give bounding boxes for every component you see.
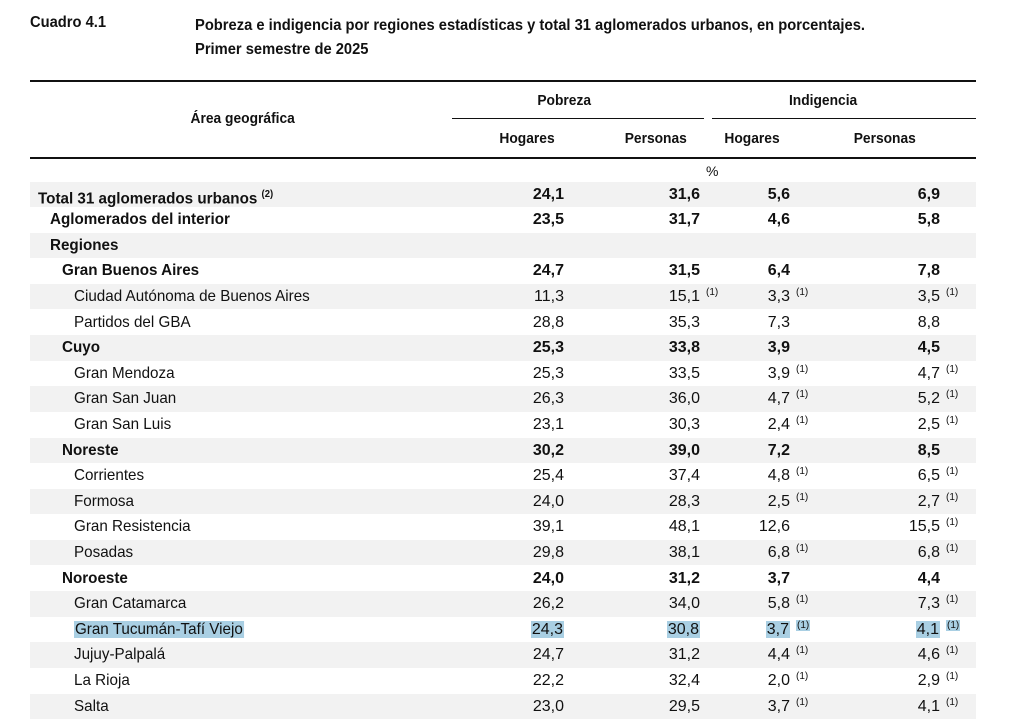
cell-indigencia-personas: 6,9 xyxy=(917,185,940,203)
row-label: Cuyo xyxy=(62,339,100,357)
cell-indigencia-hogares: 5,6 xyxy=(767,185,790,203)
header-area: Área geográfica xyxy=(190,110,295,127)
cell-indigencia-hogares: 3,7 xyxy=(766,620,789,638)
row-label: Noreste xyxy=(62,441,119,459)
table-row xyxy=(30,361,976,387)
table-row xyxy=(30,540,976,566)
title-line-2: Primer semestre de 2025 xyxy=(195,41,369,58)
cell-pobreza-personas: 38,1 xyxy=(668,543,700,561)
cell-pobreza-personas: 36,0 xyxy=(668,390,700,408)
row-label: Gran San Luis xyxy=(74,415,172,433)
footnote-marker: (1) xyxy=(946,542,959,554)
header-pobreza: Pobreza xyxy=(537,92,592,109)
cell-pobreza-hogares: 23,1 xyxy=(532,415,564,433)
cell-indigencia-hogares: 4,8 xyxy=(767,467,790,485)
cell-indigencia-personas: 2,5 xyxy=(917,415,940,433)
footnote-marker: (1) xyxy=(946,491,959,503)
table-row xyxy=(30,335,976,361)
row-label: Gran San Juan xyxy=(74,390,177,408)
row-label: Formosa xyxy=(74,492,134,510)
cell-indigencia-hogares: 7,2 xyxy=(767,441,790,459)
table-row xyxy=(30,207,976,233)
cell-pobreza-personas: 33,5 xyxy=(668,364,700,382)
row-label: Noroeste xyxy=(62,569,128,587)
table-row xyxy=(30,642,976,668)
cell-pobreza-personas: 31,5 xyxy=(668,262,700,280)
cell-pobreza-hogares: 26,3 xyxy=(532,390,564,408)
table-row xyxy=(30,438,976,464)
cell-indigencia-personas xyxy=(880,233,940,259)
cell-indigencia-hogares: 3,7 xyxy=(767,697,790,715)
cell-indigencia-personas: 6,5 xyxy=(917,467,940,485)
row-label: Gran Catamarca xyxy=(74,595,187,613)
cell-pobreza-personas: 15,1 xyxy=(668,287,700,305)
cell-indigencia-hogares xyxy=(730,233,790,259)
cell-indigencia-hogares: 3,3 xyxy=(767,287,790,305)
cell-pobreza-hogares: 29,8 xyxy=(532,543,564,561)
footnote-marker: (1) xyxy=(946,389,959,401)
cell-indigencia-hogares: 4,7 xyxy=(767,390,790,408)
table-row xyxy=(30,617,976,643)
footnote-marker: (1) xyxy=(946,517,959,529)
cell-indigencia-personas: 15,5 xyxy=(908,518,940,536)
cell-pobreza-personas: 37,4 xyxy=(668,467,700,485)
cell-pobreza-personas: 31,6 xyxy=(668,185,700,203)
cell-pobreza-personas: 31,2 xyxy=(668,646,700,664)
table-row xyxy=(30,668,976,694)
cell-pobreza-personas: 29,5 xyxy=(668,697,700,715)
table-row xyxy=(30,412,976,438)
cell-indigencia-personas: 7,8 xyxy=(917,262,940,280)
footnote-marker: (1) xyxy=(946,286,959,298)
cell-pobreza-hogares: 11,3 xyxy=(534,287,564,305)
cell-pobreza-hogares: 25,3 xyxy=(532,339,564,357)
cell-pobreza-hogares: 24,7 xyxy=(532,646,564,664)
footnote-marker: (1) xyxy=(796,286,809,298)
header-pobreza-hogares: Hogares xyxy=(499,130,555,147)
row-label: Partidos del GBA xyxy=(74,313,191,331)
row-label: Ciudad Autónoma de Buenos Aires xyxy=(74,287,310,305)
cell-indigencia-personas: 4,6 xyxy=(917,646,940,664)
header-rule xyxy=(30,157,976,159)
cell-indigencia-hogares: 5,8 xyxy=(767,595,790,613)
cell-indigencia-hogares: 3,9 xyxy=(767,364,790,382)
table-row xyxy=(30,284,976,310)
footnote-marker: (1) xyxy=(796,363,809,375)
table-row xyxy=(30,694,976,720)
row-label: Gran Tucumán-Tafí Viejo xyxy=(74,620,243,638)
cell-indigencia-personas: 3,5 xyxy=(917,287,940,305)
cell-indigencia-hogares: 3,7 xyxy=(767,569,790,587)
footnote-marker: (1) xyxy=(796,466,809,478)
footnote-marker: (1) xyxy=(946,670,959,682)
cell-indigencia-personas: 6,8 xyxy=(917,543,940,561)
pobreza-rule xyxy=(452,118,704,119)
cell-indigencia-personas: 2,7 xyxy=(917,492,940,510)
cell-pobreza-personas: 32,4 xyxy=(668,671,700,689)
row-label: Salta xyxy=(74,697,109,715)
cell-indigencia-hogares: 7,3 xyxy=(767,313,790,331)
cell-pobreza-personas: 35,3 xyxy=(668,313,700,331)
cell-pobreza-hogares: 23,0 xyxy=(532,697,564,715)
cell-pobreza-hogares: 22,2 xyxy=(532,671,564,689)
top-rule xyxy=(30,80,976,82)
footnote-marker: (1) xyxy=(797,619,810,631)
table-row xyxy=(30,233,976,259)
cell-pobreza-personas: 30,8 xyxy=(667,620,699,638)
row-label: Posadas xyxy=(74,543,134,561)
cell-pobreza-personas: 31,7 xyxy=(668,211,700,229)
cell-pobreza-personas xyxy=(620,233,700,259)
cell-pobreza-hogares: 25,4 xyxy=(532,467,564,485)
cell-pobreza-personas: 28,3 xyxy=(668,492,700,510)
cell-pobreza-hogares: 24,1 xyxy=(532,185,564,203)
cell-indigencia-personas: 4,5 xyxy=(917,339,940,357)
table-row xyxy=(30,386,976,412)
cell-pobreza-personas: 33,8 xyxy=(668,339,700,357)
footnote-marker: (1) xyxy=(796,670,809,682)
row-label: Gran Buenos Aires xyxy=(62,262,200,280)
footnote-marker: (2) xyxy=(261,188,274,200)
row-label: La Rioja xyxy=(74,671,130,689)
cell-pobreza-hogares: 39,1 xyxy=(532,518,564,536)
cell-indigencia-personas: 7,3 xyxy=(917,595,940,613)
row-label: Total 31 aglomerados urbanos $^{(2)}$ xyxy=(38,188,274,207)
footnote-marker: (1) xyxy=(796,542,809,554)
cell-indigencia-personas: 5,8 xyxy=(917,211,940,229)
table-number: Cuadro 4.1 xyxy=(30,14,107,31)
row-label: Jujuy-Palpalá xyxy=(74,646,166,664)
cell-indigencia-personas: 4,4 xyxy=(917,569,940,587)
row-label: Corrientes xyxy=(74,467,145,485)
cell-indigencia-personas: 4,1 xyxy=(917,697,940,715)
cell-indigencia-personas: 5,2 xyxy=(917,390,940,408)
row-label: Gran Mendoza xyxy=(74,364,175,382)
row-label: Gran Resistencia xyxy=(74,518,191,536)
cell-indigencia-hogares: 6,4 xyxy=(767,262,790,280)
cell-pobreza-hogares: 24,0 xyxy=(532,569,564,587)
footnote-marker: (1) xyxy=(946,363,959,375)
row-label: Aglomerados del interior xyxy=(50,211,230,229)
table-title xyxy=(195,14,865,62)
cell-pobreza-personas: 30,3 xyxy=(668,415,700,433)
table-row xyxy=(30,258,976,284)
cell-pobreza-hogares: 23,5 xyxy=(532,211,564,229)
cell-indigencia-hogares: 6,8 xyxy=(767,543,790,561)
table-row xyxy=(30,489,976,515)
table-row xyxy=(30,463,976,489)
cell-pobreza-hogares: 28,8 xyxy=(532,313,564,331)
cell-pobreza-hogares: 30,2 xyxy=(532,441,564,459)
table-row xyxy=(30,514,976,540)
footnote-marker: (1) xyxy=(796,696,809,708)
indigencia-rule xyxy=(712,118,976,119)
footnote-marker: (1) xyxy=(946,594,959,606)
footnote-marker: (1) xyxy=(796,645,809,657)
cell-pobreza-personas: 31,2 xyxy=(668,569,700,587)
cell-pobreza-personas: 48,1 xyxy=(668,518,700,536)
cell-indigencia-hogares: 3,9 xyxy=(767,339,790,357)
row-label: Regiones xyxy=(50,236,119,254)
header-indigencia-personas: Personas xyxy=(853,130,916,147)
footnote-marker: (1) xyxy=(946,645,959,657)
footnote-marker: (1) xyxy=(796,594,809,606)
footnote-marker: (1) xyxy=(796,414,809,426)
header-pobreza-personas: Personas xyxy=(624,130,687,147)
footnote-marker: (1) xyxy=(946,696,959,708)
footnote-marker: (1) xyxy=(796,389,809,401)
cell-pobreza-hogares: 24,7 xyxy=(532,262,564,280)
cell-indigencia-hogares: 4,4 xyxy=(767,646,790,664)
cell-pobreza-hogares: 25,3 xyxy=(532,364,564,382)
table-row xyxy=(30,310,976,336)
cell-pobreza-hogares: 24,3 xyxy=(531,620,563,638)
header-indigencia: Indigencia xyxy=(788,92,858,109)
title-line-1: Pobreza e indigencia por regiones estadísticas y total 31 aglomerados urbanos, en porcentajes. xyxy=(195,17,865,34)
cell-indigencia-hogares: 4,6 xyxy=(767,211,790,229)
cell-indigencia-hogares: 2,0 xyxy=(767,671,790,689)
cell-pobreza-hogares xyxy=(488,233,564,259)
cell-indigencia-hogares: 12,6 xyxy=(758,518,790,536)
cell-indigencia-hogares: 2,4 xyxy=(767,415,790,433)
cell-indigencia-personas: 2,9 xyxy=(917,671,940,689)
table-row xyxy=(30,182,976,208)
cell-indigencia-hogares: 2,5 xyxy=(767,492,790,510)
header-indigencia-hogares: Hogares xyxy=(724,130,780,147)
footnote-marker: (1) xyxy=(947,619,960,631)
cell-pobreza-personas: 39,0 xyxy=(668,441,700,459)
cell-pobreza-hogares: 26,2 xyxy=(532,595,564,613)
footnote-marker: (1) xyxy=(946,414,959,426)
table-row xyxy=(30,566,976,592)
footnote-marker: (1) xyxy=(946,466,959,478)
footnote-marker: (1) xyxy=(796,491,809,503)
cell-pobreza-hogares: 24,0 xyxy=(532,492,564,510)
cell-indigencia-personas: 8,8 xyxy=(917,313,940,331)
cell-indigencia-personas: 8,5 xyxy=(917,441,940,459)
cell-indigencia-personas: 4,1 xyxy=(916,620,939,638)
unit-label: % xyxy=(706,163,719,179)
cell-pobreza-personas: 34,0 xyxy=(668,595,700,613)
cell-indigencia-personas: 4,7 xyxy=(917,364,940,382)
table-row xyxy=(30,591,976,617)
footnote-marker: (1) xyxy=(706,286,719,298)
